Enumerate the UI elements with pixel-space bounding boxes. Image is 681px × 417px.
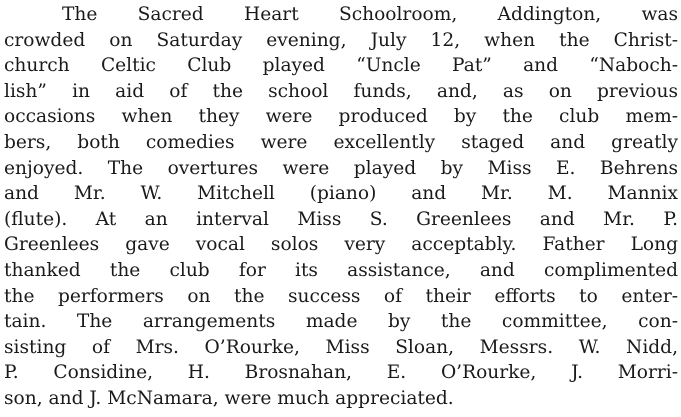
- article-line: The Sacred Heart Schoolroom, Addington, was: [62, 4, 678, 25]
- article-line: (flute). At an interval Miss S. Greenlees and Mr. P.: [4, 208, 678, 230]
- article-line: son, and J. McNamara, were much appreciated.: [4, 387, 454, 409]
- article-line: lish” in aid of the school funds, and, as on previous: [4, 80, 678, 102]
- article-line: P. Considine, H. Brosnahan, E. O’Rourke, J. Morri-: [4, 362, 678, 384]
- article-line: thanked the club for its assistance, and complimented: [4, 259, 678, 281]
- article-line: occasions when they were produced by the club mem-: [4, 106, 678, 128]
- article-line: crowded on Saturday evening, July 12, when the Christ-: [4, 29, 678, 51]
- news-article: [4, 2, 678, 412]
- article-line: enjoyed. The overtures were played by Miss E. Behrens: [4, 157, 678, 179]
- article-line: tain. The arrangements made by the committee, con-: [4, 311, 678, 333]
- article-line: and Mr. W. Mitchell (piano) and Mr. M. Mannix: [4, 183, 678, 205]
- article-line: sisting of Mrs. O’Rourke, Miss Sloan, Messrs. W. Nidd,: [4, 336, 678, 358]
- article-line: the performers on the success of their efforts to enter-: [4, 285, 678, 307]
- article-line: Greenlees gave vocal solos very acceptably. Father Long: [4, 234, 678, 256]
- article-line: church Celtic Club played “Uncle Pat” and “Naboch-: [4, 55, 678, 77]
- article-line: bers, both comedies were excellently staged and greatly: [4, 131, 678, 153]
